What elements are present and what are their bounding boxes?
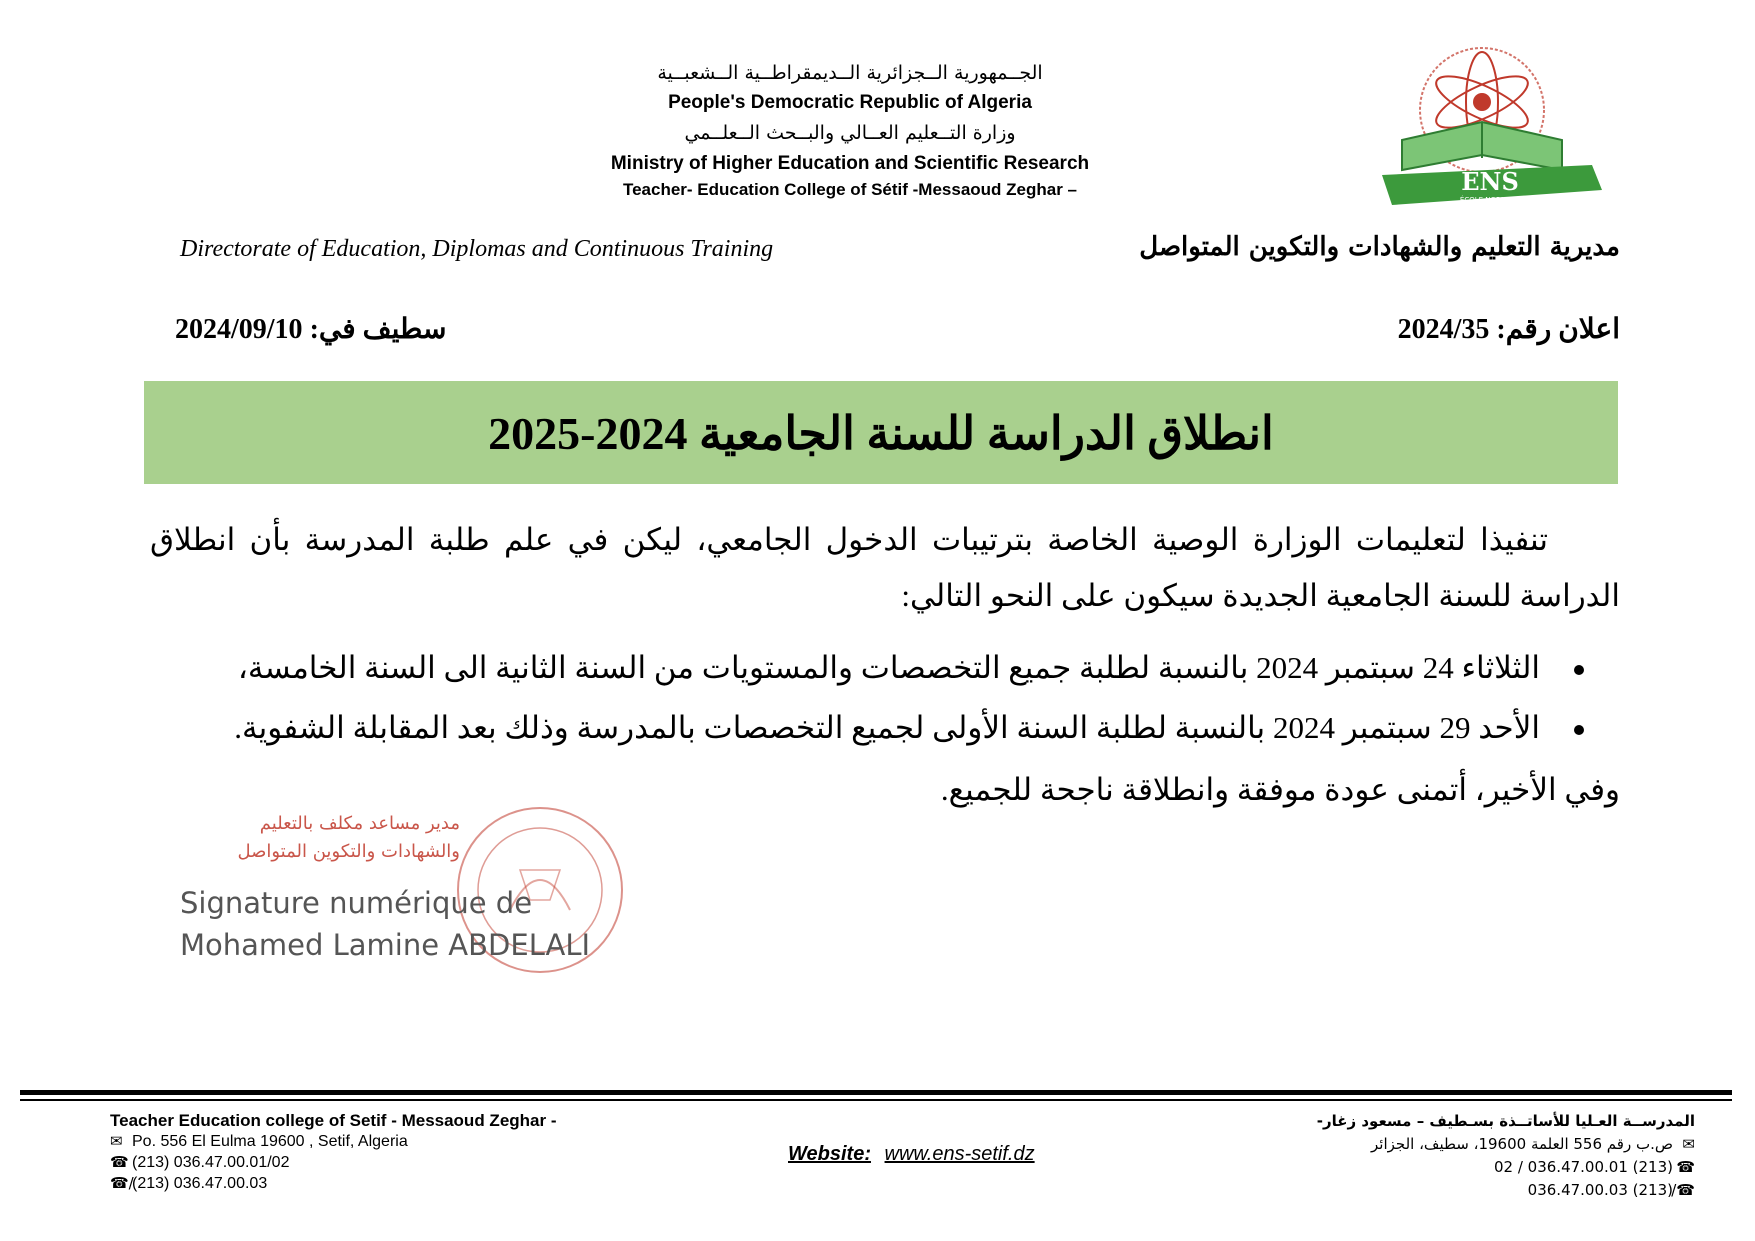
envelope-icon: ✉ [1682, 1135, 1695, 1153]
list-item [180, 638, 1620, 698]
bullet-icon [1574, 665, 1584, 675]
logo-sub1-text: ÉCOLE NORMALE [1459, 196, 1521, 204]
list-item-text: الثلاثاء 24 سبتمبر 2024 بالنسبة لطلبة جميع التخصصات والمستويات من السنة الثانية الى السنة الخامسة، [237, 650, 1540, 685]
stamp-title [200, 810, 460, 866]
envelope-icon: ✉ [110, 1132, 123, 1150]
schedule-list [180, 638, 1620, 758]
signature-label-line-1: Signature numérique de [180, 886, 533, 920]
footer-fax-en: (213) 036.47.00.03 [132, 1175, 268, 1192]
header-college-en: Teacher- Education College of Sétif -Messaoud Zeghar – [622, 180, 1078, 199]
place-date: سطيف في: 2024/09/10 [175, 314, 447, 345]
phone-icon: ☎ [1676, 1158, 1695, 1176]
footer-name-en: Teacher Education college of Setif - Messaoud Zeghar - [110, 1111, 557, 1130]
digital-signature [180, 882, 590, 966]
footer-contact-ar [1317, 1110, 1695, 1202]
footer-po-ar: ص.ب رقم 556 العلمة 19600، سطيف، الجزائر [1371, 1135, 1673, 1153]
announcement-title-band [144, 381, 1618, 484]
signature-label-line-2: Mohamed Lamine ABDELALI [180, 928, 591, 962]
footer-divider [20, 1090, 1732, 1095]
phone-icon: ☎ [110, 1153, 129, 1171]
footer-contact-en [110, 1110, 557, 1194]
body-intro: تنفيذا لتعليمات الوزارة الوصية الخاصة بترتيبات الدخول الجامعي، ليكن في علم طلبة المدرسة بأن انطلاق الدراسة للسنة الجامعية الجديدة سيكون على النحو التالي: [150, 522, 1620, 613]
directorate-ar: مديرية التعليم والشهادات والتكوين المتواصل [1139, 232, 1620, 262]
website-label: Website: [788, 1143, 871, 1165]
fax-icon: ☎/ [110, 1174, 134, 1192]
fax-icon: ☎/ [1671, 1181, 1695, 1199]
announcement-number: اعلان رقم: 2024/35 [1397, 314, 1620, 345]
header-ministry-en: Ministry of Higher Education and Scientific Research [610, 153, 1090, 174]
bullet-icon [1574, 725, 1584, 735]
header-republic-en: People's Democratic Republic of Algeria [668, 92, 1032, 113]
logo-sub2-text: SUPÉRIEURE - SETIF [1459, 205, 1521, 212]
footer-fax-ar: (213) 036.47.00.03 [1527, 1181, 1673, 1199]
directorate-en: Directorate of Education, Diplomas and Continuous Training [180, 236, 774, 262]
footer-name-ar: المدرســة العـليا للأساتــذة بسـطيف – مسعود زغار- [1316, 1112, 1695, 1130]
ens-logo [1362, 40, 1622, 220]
footer-divider-thin [20, 1099, 1732, 1101]
list-item-text: الأحد 29 سبتمبر 2024 بالنسبة لطلبة السنة الأولى لجميع التخصصات بالمدرسة وذلك بعد المقابلة الشفوية. [234, 710, 1540, 745]
body-closing: وفي الأخير، أتمنى عودة موفقة وانطلاقة ناجحة للجميع. [940, 772, 1620, 807]
stamp-line-2: والشهادات والتكوين المتواصل [237, 841, 460, 862]
footer-website [788, 1143, 1035, 1166]
list-item [180, 698, 1620, 758]
footer-po-en: Po. 556 El Eulma 19600 , Setif, Algeria [132, 1133, 408, 1150]
footer-phone-en: (213) 036.47.00.01/02 [132, 1154, 290, 1171]
header-republic-ar: الجــمهورية الــجزائرية الــديمقراطــية الــشعبــية [657, 62, 1043, 84]
announcement-title: انطلاق الدراسة للسنة الجامعية 2024-2025 [488, 407, 1274, 459]
website-link[interactable]: www.ens-setif.dz [884, 1143, 1035, 1165]
logo-ens-text: ENS [1461, 167, 1519, 196]
footer-phone-ar: (213) 036.47.00.01 / 02 [1493, 1158, 1673, 1176]
header-ministry-ar: وزارة التــعليم العــالي والبــحث الــعلــمي [684, 122, 1016, 144]
stamp-line-1: مدير مساعد مكلف بالتعليم [259, 813, 460, 834]
